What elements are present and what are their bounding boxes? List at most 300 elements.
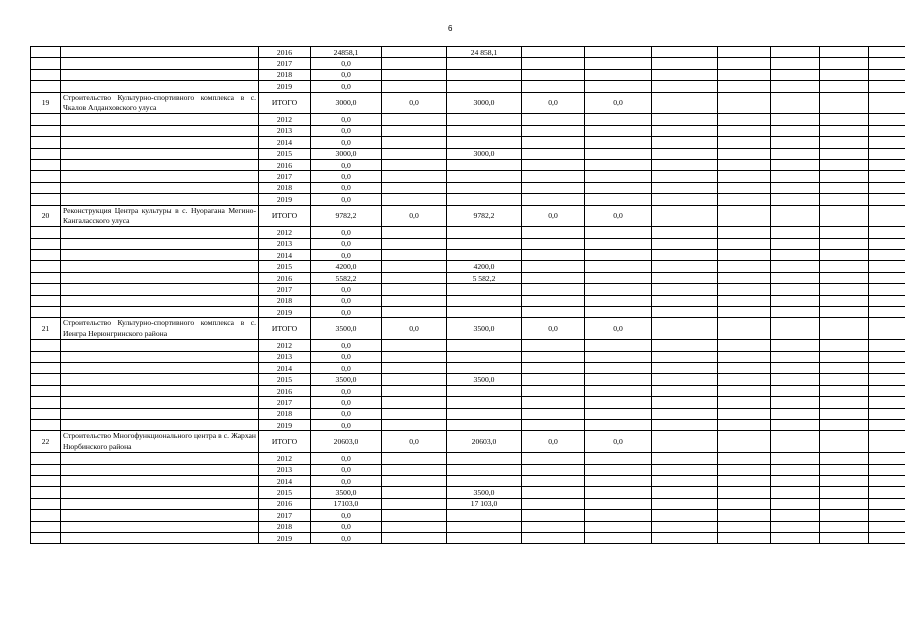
empty-cell [652,125,718,136]
empty-cell [585,340,652,351]
empty-cell [820,171,869,182]
year-republic [447,81,522,92]
empty-cell [585,351,652,362]
year-amount: 0,0 [311,284,382,295]
year-amount: 3500,0 [311,487,382,498]
empty-cell [820,250,869,261]
empty-cell [652,148,718,159]
year-cell: 2015 [259,487,311,498]
year-republic [447,284,522,295]
empty-cell [820,521,869,532]
empty-cell [771,47,820,58]
year-row [31,487,905,498]
empty-cell [869,284,905,295]
year-cell: 2014 [259,250,311,261]
empty-cell [718,250,771,261]
year-republic: 24 858,1 [447,47,522,58]
empty-cell [820,453,869,464]
year-republic [447,521,522,532]
empty-cell [31,385,61,396]
empty-cell [652,295,718,306]
empty-cell [820,47,869,58]
year-cell: 2014 [259,475,311,486]
empty-cell [382,58,447,69]
year-amount: 0,0 [311,182,382,193]
empty-cell [771,385,820,396]
empty-cell [869,47,905,58]
year-amount: 0,0 [311,307,382,318]
year-cell: 2019 [259,81,311,92]
year-amount: 0,0 [311,510,382,521]
year-amount: 0,0 [311,419,382,430]
empty-cell [382,475,447,486]
project-total-row [31,318,905,340]
total-republic: 9782,2 [447,205,522,227]
year-row [31,510,905,521]
empty-cell [718,47,771,58]
empty-cell [771,250,820,261]
empty-cell [869,340,905,351]
empty-cell [522,137,585,148]
total-federal: 0,0 [382,92,447,114]
empty-cell [382,171,447,182]
empty-cell [820,532,869,543]
empty-cell [61,307,259,318]
year-row [31,47,905,58]
empty-cell [382,340,447,351]
empty-cell [31,307,61,318]
empty-cell [382,510,447,521]
empty-cell [652,307,718,318]
empty-cell [652,272,718,283]
year-amount: 0,0 [311,159,382,170]
empty-cell [61,408,259,419]
empty-cell [585,374,652,385]
year-row [31,238,905,249]
empty-cell [869,171,905,182]
empty-cell [869,159,905,170]
empty-cell [652,227,718,238]
empty-cell [820,307,869,318]
empty-cell [771,397,820,408]
empty-cell [820,92,869,114]
empty-cell [31,261,61,272]
empty-cell [718,284,771,295]
empty-cell [522,58,585,69]
year-row [31,307,905,318]
empty-cell [652,385,718,396]
empty-cell [820,114,869,125]
year-cell: 2015 [259,261,311,272]
empty-cell [522,171,585,182]
total-republic: 3500,0 [447,318,522,340]
empty-cell [31,238,61,249]
empty-cell [31,487,61,498]
year-cell: 2019 [259,419,311,430]
empty-cell [522,125,585,136]
year-row [31,261,905,272]
empty-cell [382,295,447,306]
row-number: 19 [31,92,61,114]
year-republic [447,159,522,170]
empty-cell [771,159,820,170]
empty-cell [61,363,259,374]
year-amount: 0,0 [311,194,382,205]
empty-cell [585,47,652,58]
empty-cell [771,464,820,475]
empty-cell [585,182,652,193]
year-row [31,250,905,261]
empty-cell [652,464,718,475]
empty-cell [652,114,718,125]
year-row [31,58,905,69]
empty-cell [718,374,771,385]
year-cell: 2015 [259,374,311,385]
year-republic [447,182,522,193]
empty-cell [718,397,771,408]
year-republic [447,385,522,396]
empty-cell [771,148,820,159]
empty-cell [585,58,652,69]
year-row [31,194,905,205]
year-cell: 2017 [259,510,311,521]
empty-cell [585,171,652,182]
year-amount: 0,0 [311,58,382,69]
empty-cell [382,464,447,475]
year-republic: 3500,0 [447,487,522,498]
empty-cell [522,532,585,543]
page-number: 6 [448,24,453,33]
empty-cell [652,261,718,272]
empty-cell [382,408,447,419]
empty-cell [522,340,585,351]
empty-cell [718,498,771,509]
empty-cell [31,419,61,430]
empty-cell [771,374,820,385]
year-republic: 3500,0 [447,374,522,385]
empty-cell [718,194,771,205]
empty-cell [718,182,771,193]
empty-cell [820,351,869,362]
empty-cell [585,159,652,170]
total-amount: 3000,0 [311,92,382,114]
empty-cell [585,521,652,532]
empty-cell [652,351,718,362]
year-republic [447,419,522,430]
empty-cell [771,137,820,148]
empty-cell [869,498,905,509]
empty-cell [869,464,905,475]
empty-cell [61,114,259,125]
year-republic [447,194,522,205]
empty-cell [771,453,820,464]
empty-cell [771,419,820,430]
empty-cell [718,351,771,362]
empty-cell [585,125,652,136]
empty-cell [652,47,718,58]
empty-cell [771,81,820,92]
year-cell: 2017 [259,58,311,69]
empty-cell [382,532,447,543]
empty-cell [652,159,718,170]
empty-cell [652,419,718,430]
empty-cell [771,487,820,498]
empty-cell [382,69,447,80]
empty-cell [522,238,585,249]
empty-cell [718,532,771,543]
year-republic [447,238,522,249]
total-label: ИТОГО [259,205,311,227]
year-republic [447,295,522,306]
empty-cell [522,498,585,509]
empty-cell [382,159,447,170]
empty-cell [869,487,905,498]
total-amount: 3500,0 [311,318,382,340]
year-republic [447,363,522,374]
empty-cell [585,194,652,205]
empty-cell [585,137,652,148]
empty-cell [652,532,718,543]
empty-cell [61,419,259,430]
empty-cell [61,487,259,498]
empty-cell [382,351,447,362]
empty-cell [382,148,447,159]
empty-cell [522,159,585,170]
total-republic: 3000,0 [447,92,522,114]
year-row [31,351,905,362]
row-number: 21 [31,318,61,340]
empty-cell [61,498,259,509]
empty-cell [820,182,869,193]
empty-cell [31,408,61,419]
empty-cell [31,148,61,159]
empty-cell [31,521,61,532]
empty-cell [61,81,259,92]
table-body [31,47,905,544]
year-cell: 2019 [259,307,311,318]
empty-cell [718,307,771,318]
empty-cell [820,419,869,430]
empty-cell [61,385,259,396]
year-row [31,453,905,464]
total-republic: 20603,0 [447,431,522,453]
empty-cell [869,510,905,521]
empty-cell [771,261,820,272]
empty-cell [869,374,905,385]
total-label: ИТОГО [259,431,311,453]
empty-cell [718,385,771,396]
empty-cell [522,69,585,80]
empty-cell [652,318,718,340]
empty-cell [61,475,259,486]
year-amount: 0,0 [311,464,382,475]
empty-cell [382,272,447,283]
year-amount: 3000,0 [311,148,382,159]
empty-cell [652,397,718,408]
year-cell: 2016 [259,385,311,396]
empty-cell [31,453,61,464]
empty-cell [31,363,61,374]
year-row [31,227,905,238]
total-local: 0,0 [522,92,585,114]
year-republic [447,464,522,475]
empty-cell [382,114,447,125]
empty-cell [652,475,718,486]
empty-cell [771,125,820,136]
total-other: 0,0 [585,92,652,114]
total-federal: 0,0 [382,318,447,340]
empty-cell [585,148,652,159]
year-republic: 4200,0 [447,261,522,272]
year-amount: 0,0 [311,69,382,80]
year-republic [447,250,522,261]
empty-cell [382,227,447,238]
empty-cell [585,284,652,295]
empty-cell [869,92,905,114]
empty-cell [61,171,259,182]
year-republic [447,453,522,464]
empty-cell [382,307,447,318]
year-amount: 0,0 [311,532,382,543]
empty-cell [718,475,771,486]
empty-cell [869,261,905,272]
empty-cell [718,431,771,453]
object-name: Строительство Культурно-спортивного комплекса в с. Иенгра Нерюнгринского района [61,318,259,340]
year-cell: 2015 [259,148,311,159]
empty-cell [820,284,869,295]
empty-cell [820,159,869,170]
empty-cell [771,307,820,318]
empty-cell [522,272,585,283]
year-amount: 0,0 [311,114,382,125]
empty-cell [869,125,905,136]
empty-cell [382,419,447,430]
empty-cell [585,114,652,125]
empty-cell [869,69,905,80]
year-republic [447,475,522,486]
empty-cell [718,69,771,80]
year-republic [447,137,522,148]
empty-cell [652,81,718,92]
year-amount: 0,0 [311,521,382,532]
empty-cell [771,114,820,125]
year-row [31,363,905,374]
empty-cell [718,159,771,170]
empty-cell [522,385,585,396]
empty-cell [771,295,820,306]
empty-cell [382,284,447,295]
empty-cell [61,510,259,521]
year-republic [447,227,522,238]
empty-cell [820,261,869,272]
empty-cell [771,182,820,193]
empty-cell [31,69,61,80]
year-cell: 2018 [259,521,311,532]
empty-cell [31,182,61,193]
empty-cell [820,227,869,238]
empty-cell [61,295,259,306]
empty-cell [31,227,61,238]
year-cell: 2019 [259,532,311,543]
total-label: ИТОГО [259,92,311,114]
empty-cell [585,408,652,419]
project-total-row [31,431,905,453]
empty-cell [869,238,905,249]
empty-cell [61,238,259,249]
empty-cell [869,318,905,340]
empty-cell [585,385,652,396]
empty-cell [585,453,652,464]
total-local: 0,0 [522,205,585,227]
empty-cell [718,261,771,272]
year-amount: 17103,0 [311,498,382,509]
year-republic [447,351,522,362]
year-cell: 2013 [259,238,311,249]
row-number: 20 [31,205,61,227]
empty-cell [652,92,718,114]
empty-cell [61,284,259,295]
empty-cell [771,205,820,227]
empty-cell [522,521,585,532]
total-amount: 20603,0 [311,431,382,453]
empty-cell [522,307,585,318]
year-amount: 0,0 [311,408,382,419]
year-republic: 5 582,2 [447,272,522,283]
year-cell: 2019 [259,194,311,205]
empty-cell [382,363,447,374]
empty-cell [61,194,259,205]
year-republic [447,510,522,521]
year-amount: 4200,0 [311,261,382,272]
empty-cell [869,272,905,283]
empty-cell [771,318,820,340]
row-number: 22 [31,431,61,453]
total-local: 0,0 [522,318,585,340]
empty-cell [585,510,652,521]
empty-cell [820,125,869,136]
year-cell: 2017 [259,397,311,408]
empty-cell [820,408,869,419]
empty-cell [61,182,259,193]
empty-cell [61,351,259,362]
empty-cell [382,194,447,205]
year-amount: 0,0 [311,125,382,136]
empty-cell [718,227,771,238]
empty-cell [869,532,905,543]
empty-cell [31,532,61,543]
empty-cell [31,374,61,385]
year-cell: 2012 [259,453,311,464]
empty-cell [718,419,771,430]
empty-cell [869,205,905,227]
empty-cell [820,510,869,521]
empty-cell [652,194,718,205]
year-amount: 0,0 [311,340,382,351]
empty-cell [652,238,718,249]
empty-cell [382,125,447,136]
year-republic [447,408,522,419]
empty-cell [771,58,820,69]
empty-cell [820,58,869,69]
year-row [31,464,905,475]
empty-cell [652,340,718,351]
empty-cell [31,250,61,261]
empty-cell [61,532,259,543]
year-row [31,408,905,419]
year-amount: 0,0 [311,137,382,148]
year-row [31,284,905,295]
empty-cell [522,374,585,385]
